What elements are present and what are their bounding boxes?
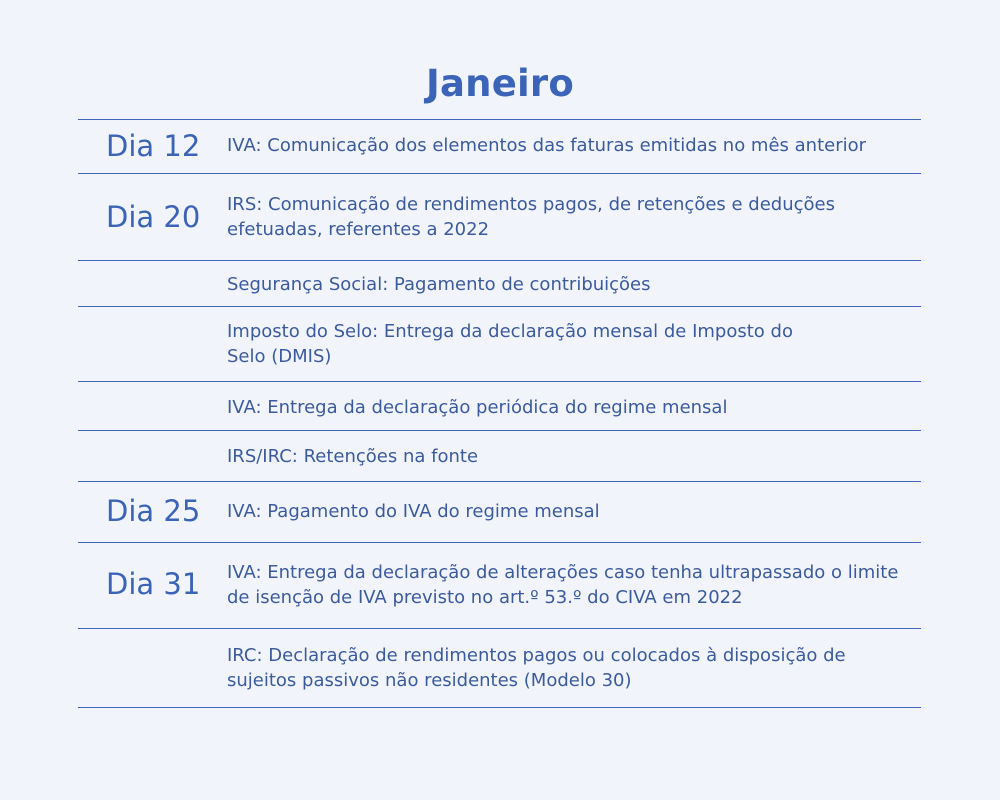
row-description: IVA: Comunicação dos elementos das faturas emitidas no mês anterior	[227, 135, 867, 156]
table-row	[78, 261, 921, 307]
page-title: Janeiro	[426, 62, 574, 105]
row-description: IRS: Comunicação de rendimentos pagos, de retenções e deduções efetuadas, referentes a 2022	[227, 194, 836, 240]
table-row	[78, 431, 921, 482]
table-row	[78, 629, 921, 708]
table-row	[78, 543, 921, 629]
row-description: IRC: Declaração de rendimentos pagos ou colocados à disposição de sujeitos passivos não residentes (Modelo 30)	[227, 645, 846, 691]
row-description: IVA: Pagamento do IVA do regime mensal	[227, 501, 600, 522]
row-description: IVA: Entrega da declaração de alterações caso tenha ultrapassado o limite de isenção de IVA previsto no art.º 53.º do CIVA em 2022	[227, 562, 899, 608]
day-label: Dia 20	[106, 200, 201, 234]
day-label: Dia 12	[106, 129, 201, 163]
row-description: Imposto do Selo: Entrega da declaração mensal de Imposto do Selo (DMIS)	[227, 321, 793, 367]
table-row	[78, 120, 921, 174]
table-row	[78, 382, 921, 431]
deadline-table	[78, 119, 921, 708]
table-row	[78, 482, 921, 543]
table-row	[78, 174, 921, 261]
row-description: Segurança Social: Pagamento de contribuições	[227, 274, 651, 295]
day-label: Dia 25	[106, 494, 201, 528]
day-label: Dia 31	[106, 567, 201, 601]
table-row	[78, 307, 921, 382]
row-description: IRS/IRC: Retenções na fonte	[227, 446, 479, 467]
row-description: IVA: Entrega da declaração periódica do regime mensal	[227, 397, 728, 418]
